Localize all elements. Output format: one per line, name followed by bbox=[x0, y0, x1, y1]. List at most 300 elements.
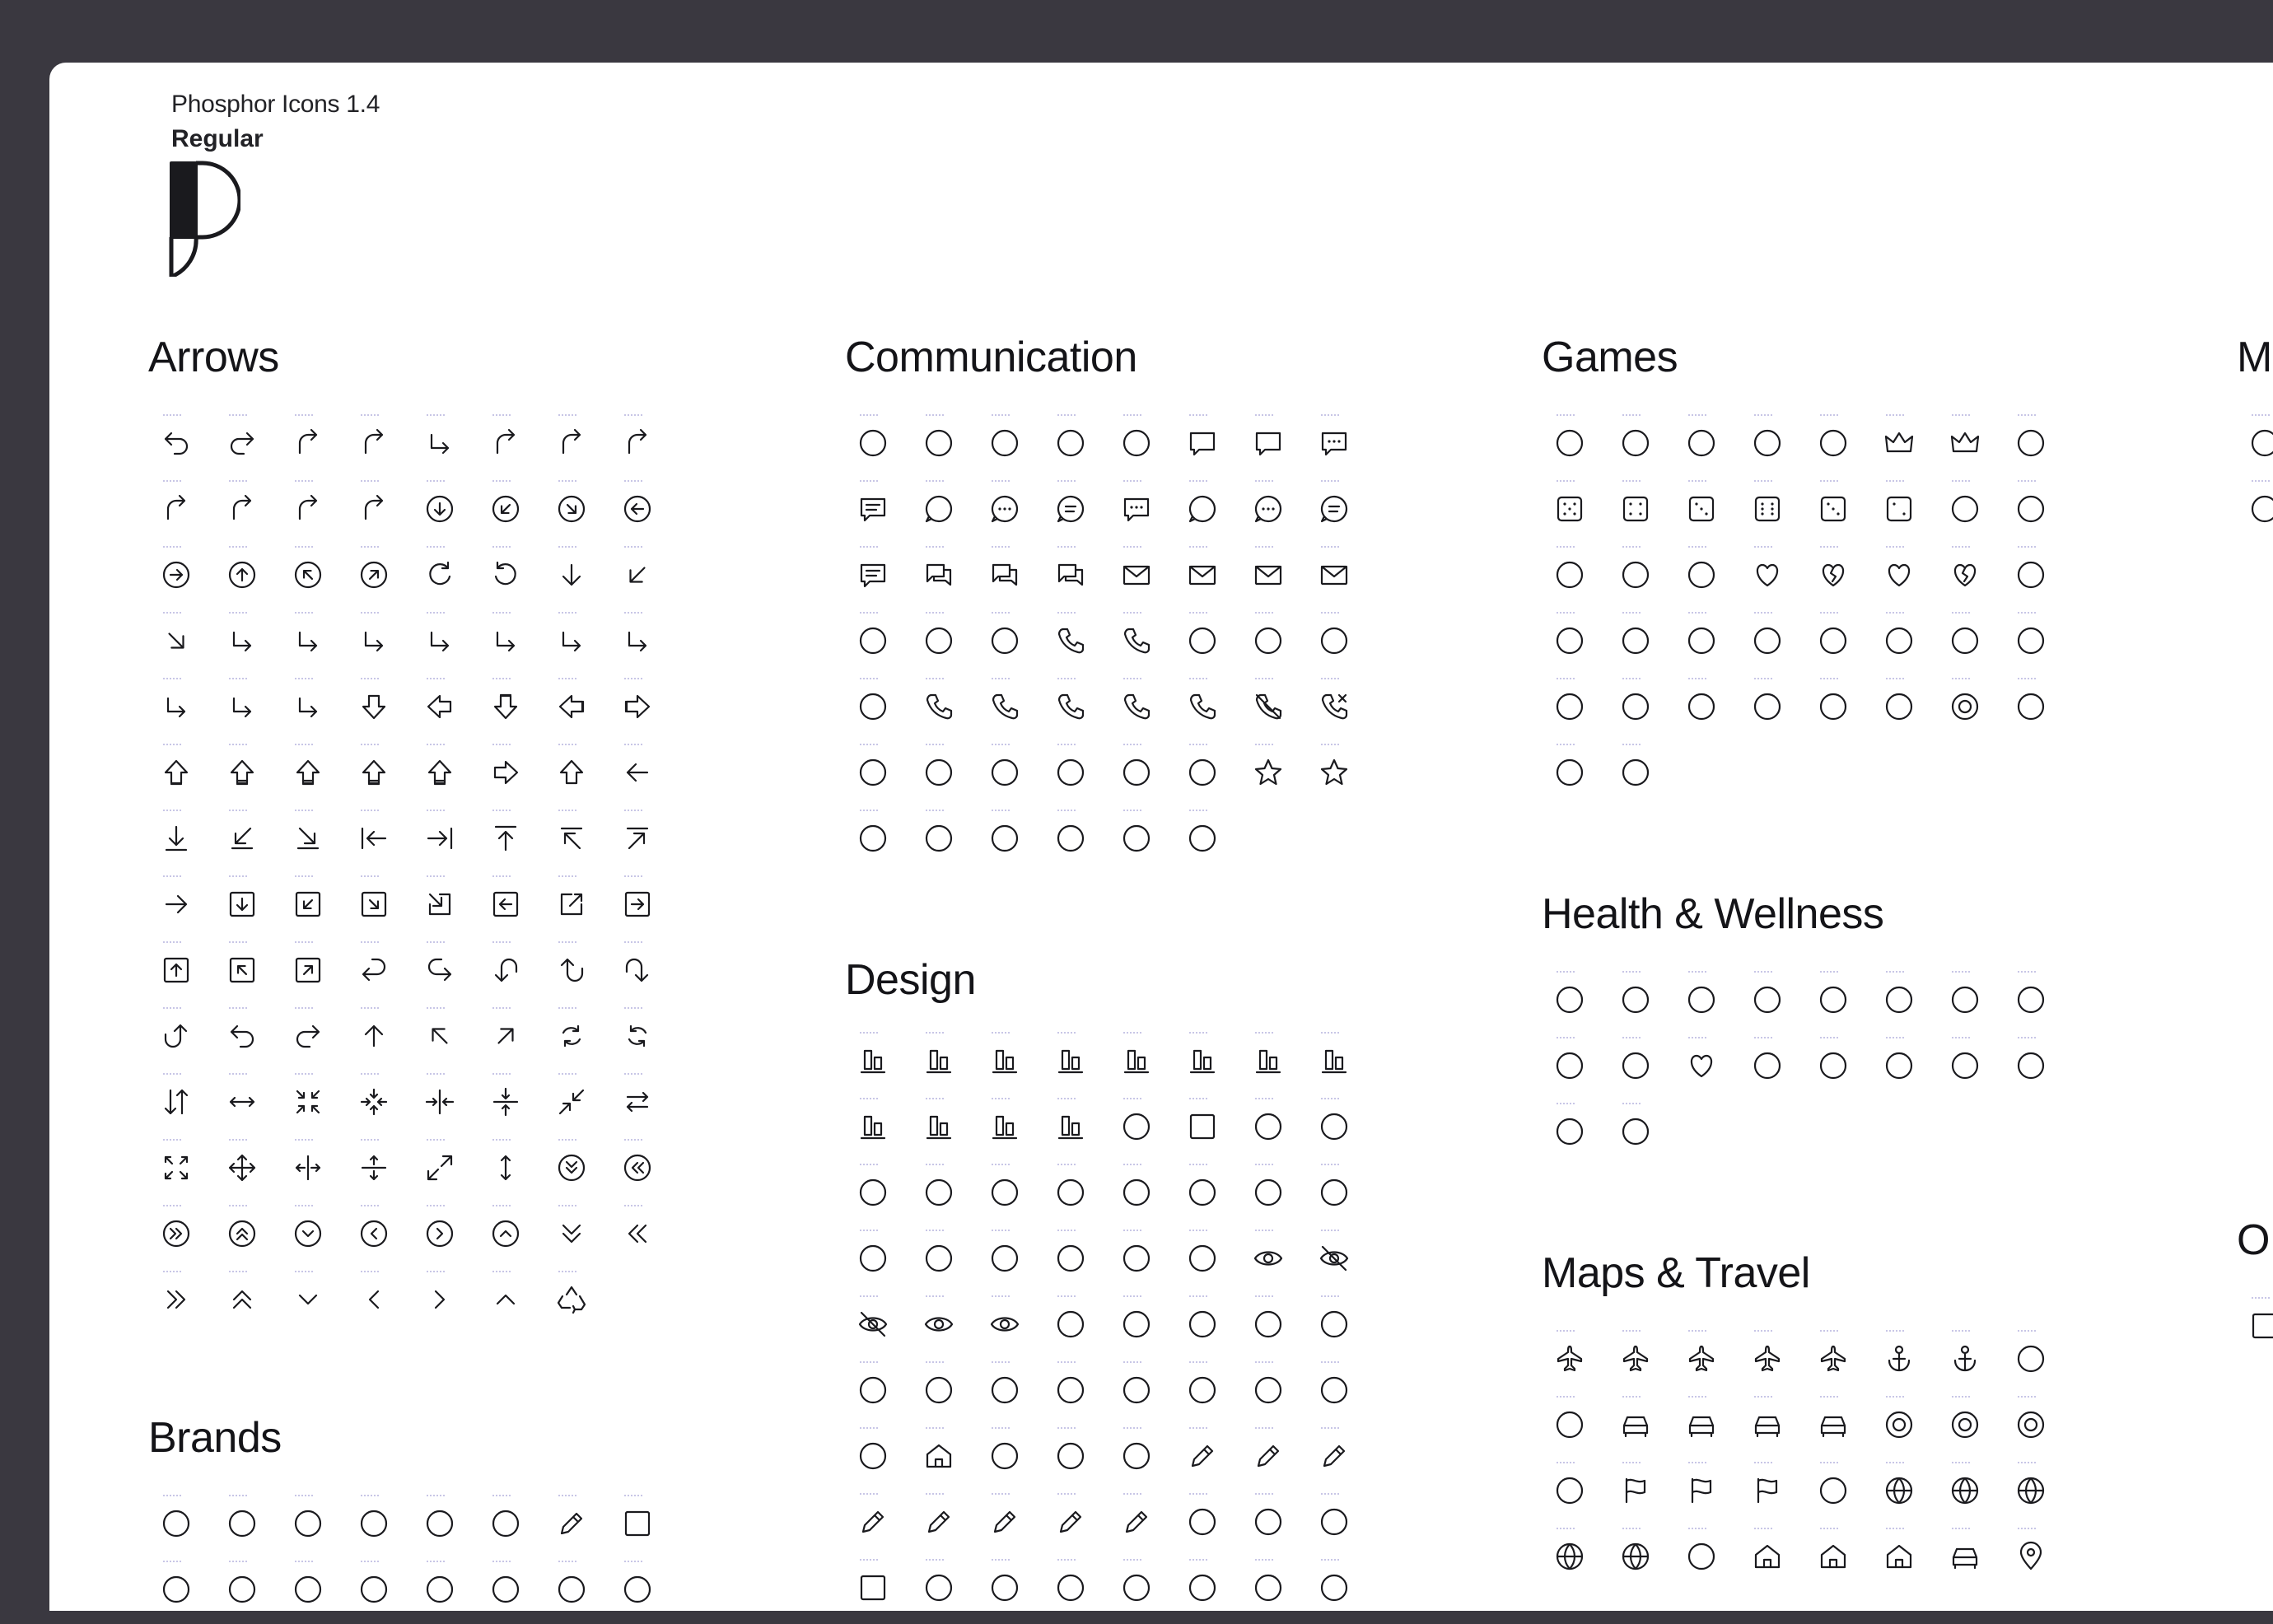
arrow-down-icon[interactable] bbox=[544, 544, 609, 609]
arrow-line-right-icon[interactable] bbox=[412, 807, 478, 873]
caret-circle-double-up-icon[interactable] bbox=[214, 1202, 280, 1268]
strategy-icon[interactable] bbox=[1805, 675, 1871, 741]
arrow-circle-up-right-icon[interactable] bbox=[346, 544, 412, 609]
gradient-icon[interactable] bbox=[1108, 1293, 1174, 1359]
selection-icon[interactable] bbox=[1174, 1556, 1240, 1622]
pencil-circle-icon[interactable] bbox=[911, 1491, 977, 1556]
pencil-line-icon[interactable] bbox=[977, 1491, 1043, 1556]
yin-yang-icon[interactable] bbox=[1174, 807, 1240, 873]
arrow-elbow-down-right-icon[interactable] bbox=[280, 609, 346, 675]
arrow-square-up-icon[interactable] bbox=[148, 939, 214, 1005]
arrow-circle-down-right-icon[interactable] bbox=[544, 478, 609, 544]
airplay-icon[interactable] bbox=[2237, 412, 2273, 478]
chat-teardrop-text-icon[interactable] bbox=[1306, 478, 1372, 544]
globe-icon[interactable] bbox=[1871, 1459, 1937, 1525]
mask-face-icon[interactable] bbox=[1871, 968, 1937, 1034]
barbell-icon[interactable] bbox=[1673, 968, 1739, 1034]
facebook-logo-icon[interactable] bbox=[280, 1558, 346, 1624]
phone-call-icon[interactable] bbox=[977, 675, 1043, 741]
arrow-u-left-up-icon[interactable] bbox=[544, 939, 609, 1005]
phone-incoming-icon[interactable] bbox=[1108, 675, 1174, 741]
behance-logo-icon[interactable] bbox=[478, 1492, 544, 1558]
paper-plane-tilt-icon[interactable] bbox=[1306, 609, 1372, 675]
rectangle-icon[interactable] bbox=[845, 1556, 911, 1622]
chat-circle-dots-icon[interactable] bbox=[977, 478, 1043, 544]
archive-box-icon[interactable] bbox=[2237, 1295, 2273, 1360]
arrow-line-up-left-icon[interactable] bbox=[544, 807, 609, 873]
spiral-icon[interactable] bbox=[1739, 675, 1805, 741]
car-icon[interactable] bbox=[1739, 1393, 1805, 1459]
arrows-out-line-horizontal-icon[interactable] bbox=[280, 1136, 346, 1202]
palette-icon[interactable] bbox=[1108, 1425, 1174, 1491]
scissors-icon[interactable] bbox=[1043, 1556, 1108, 1622]
bicycle-icon[interactable] bbox=[1542, 1393, 1608, 1459]
diamond-icon[interactable] bbox=[2003, 412, 2069, 478]
octagon-icon[interactable] bbox=[1240, 1359, 1306, 1425]
arrows-in-simple-icon[interactable] bbox=[544, 1071, 609, 1136]
arrow-elbow-left-up-icon[interactable] bbox=[478, 609, 544, 675]
hash-straight-icon[interactable] bbox=[977, 609, 1043, 675]
caret-right-icon[interactable] bbox=[412, 1268, 478, 1334]
megaphone-icon[interactable] bbox=[1043, 609, 1108, 675]
codepen-logo-icon[interactable] bbox=[544, 1492, 609, 1558]
arrow-up-left-icon[interactable] bbox=[412, 1005, 478, 1071]
football-icon[interactable] bbox=[1542, 544, 1608, 609]
chat-centered-icon[interactable] bbox=[1240, 412, 1306, 478]
globe-hemisphere-west-icon[interactable] bbox=[2003, 1459, 2069, 1525]
circle-dashed-icon[interactable] bbox=[1306, 1095, 1372, 1161]
first-aid-icon[interactable] bbox=[1937, 968, 2003, 1034]
pinwheel-icon[interactable] bbox=[1805, 609, 1871, 675]
align-left-icon[interactable] bbox=[1240, 1029, 1306, 1095]
house-line-icon[interactable] bbox=[1805, 1525, 1871, 1591]
door-icon[interactable] bbox=[1542, 1459, 1608, 1525]
arrow-elbow-right-icon[interactable] bbox=[544, 609, 609, 675]
hash-icon[interactable] bbox=[911, 609, 977, 675]
hand-soap-icon[interactable] bbox=[1608, 1034, 1673, 1100]
tennis-ball-icon[interactable] bbox=[2003, 675, 2069, 741]
eraser-icon[interactable] bbox=[1174, 1227, 1240, 1293]
circles-four-icon[interactable] bbox=[1043, 1161, 1108, 1227]
cube-icon[interactable] bbox=[845, 1227, 911, 1293]
dice-six-icon[interactable] bbox=[1739, 478, 1805, 544]
line-segments-icon[interactable] bbox=[1043, 1359, 1108, 1425]
crosshair-icon[interactable] bbox=[1937, 1393, 2003, 1459]
arrow-square-up-left-icon[interactable] bbox=[214, 939, 280, 1005]
map-pin-icon[interactable] bbox=[2003, 1525, 2069, 1591]
scribble-loop-icon[interactable] bbox=[1108, 1556, 1174, 1622]
circles-three-icon[interactable] bbox=[1108, 1161, 1174, 1227]
eyedropper-sample-icon[interactable] bbox=[977, 1293, 1043, 1359]
sticker-icon[interactable] bbox=[845, 807, 911, 873]
chats-icon[interactable] bbox=[911, 544, 977, 609]
star-icon[interactable] bbox=[1240, 741, 1306, 807]
align-bottom-icon[interactable] bbox=[845, 1029, 911, 1095]
arrows-vertical-icon[interactable] bbox=[478, 1136, 544, 1202]
align-top-icon[interactable] bbox=[977, 1095, 1043, 1161]
perspective-icon[interactable] bbox=[1174, 1491, 1240, 1556]
arrow-bend-left-down-icon[interactable] bbox=[544, 412, 609, 478]
arrow-elbow-down-left-icon[interactable] bbox=[214, 609, 280, 675]
eye-slash-icon[interactable] bbox=[845, 1293, 911, 1359]
dice-three-icon[interactable] bbox=[1805, 478, 1871, 544]
arrow-bend-up-left-icon[interactable] bbox=[280, 478, 346, 544]
parachute-icon[interactable] bbox=[1739, 609, 1805, 675]
house-simple-icon[interactable] bbox=[1871, 1525, 1937, 1591]
caret-double-down-icon[interactable] bbox=[544, 1202, 609, 1268]
caret-double-up-icon[interactable] bbox=[214, 1268, 280, 1334]
rss-icon[interactable] bbox=[977, 741, 1043, 807]
selection-all-icon[interactable] bbox=[1240, 1556, 1306, 1622]
layout-icon[interactable] bbox=[911, 1359, 977, 1425]
bus-front-icon[interactable] bbox=[1673, 1393, 1739, 1459]
arrow-circle-up-left-icon[interactable] bbox=[280, 544, 346, 609]
gitlab-logo-icon[interactable] bbox=[544, 1558, 609, 1624]
arrows-clockwise-icon[interactable] bbox=[544, 1005, 609, 1071]
arrow-fat-lines-down-icon[interactable] bbox=[214, 741, 280, 807]
arrow-fat-lines-right-icon[interactable] bbox=[346, 741, 412, 807]
arrow-u-up-left-icon[interactable] bbox=[148, 412, 214, 478]
align-center-horizontal-icon[interactable] bbox=[977, 1029, 1043, 1095]
chat-circle-text-icon[interactable] bbox=[1043, 478, 1108, 544]
ruler-icon[interactable] bbox=[977, 1556, 1043, 1622]
mask-sad-icon[interactable] bbox=[1608, 609, 1673, 675]
basketball-icon[interactable] bbox=[1673, 412, 1739, 478]
caret-circle-left-icon[interactable] bbox=[346, 1202, 412, 1268]
arrow-right-icon[interactable] bbox=[148, 873, 214, 939]
gas-pump-icon[interactable] bbox=[1805, 1459, 1871, 1525]
arrow-bend-right-up-icon[interactable] bbox=[214, 478, 280, 544]
envelope-icon[interactable] bbox=[1108, 544, 1174, 609]
asterisk-simple-icon[interactable] bbox=[977, 412, 1043, 478]
magic-wand-icon[interactable] bbox=[1108, 1359, 1174, 1425]
arrows-out-icon[interactable] bbox=[148, 1136, 214, 1202]
arrows-out-cardinal-icon[interactable] bbox=[214, 1136, 280, 1202]
arrow-circle-down-icon[interactable] bbox=[412, 478, 478, 544]
drop-half-bottom-icon[interactable] bbox=[1108, 1227, 1174, 1293]
toilet-icon[interactable] bbox=[1542, 1100, 1608, 1166]
game-controller-icon[interactable] bbox=[1608, 544, 1673, 609]
highlighter-circle-icon[interactable] bbox=[1306, 1293, 1372, 1359]
dice-four-icon[interactable] bbox=[1608, 478, 1673, 544]
caret-double-left-icon[interactable] bbox=[609, 1202, 675, 1268]
arrow-elbow-right-up-icon[interactable] bbox=[148, 675, 214, 741]
phone-outgoing-icon[interactable] bbox=[1174, 675, 1240, 741]
eye-icon[interactable] bbox=[1240, 1227, 1306, 1293]
horse-icon[interactable] bbox=[2003, 544, 2069, 609]
arrows-down-up-icon[interactable] bbox=[148, 1071, 214, 1136]
arrow-u-down-left-icon[interactable] bbox=[346, 939, 412, 1005]
arrows-horizontal-icon[interactable] bbox=[214, 1071, 280, 1136]
house-icon[interactable] bbox=[1739, 1525, 1805, 1591]
caret-circle-double-left-icon[interactable] bbox=[609, 1136, 675, 1202]
crown-simple-icon[interactable] bbox=[1937, 412, 2003, 478]
compass-icon[interactable] bbox=[1871, 1393, 1937, 1459]
ghost-icon[interactable] bbox=[1673, 544, 1739, 609]
codesandbox-logo-icon[interactable] bbox=[609, 1492, 675, 1558]
broadcast-icon[interactable] bbox=[1108, 412, 1174, 478]
trophy-icon[interactable] bbox=[1542, 741, 1608, 807]
heart-break-icon[interactable] bbox=[1805, 544, 1871, 609]
arrow-line-left-icon[interactable] bbox=[346, 807, 412, 873]
app-store-logo-icon[interactable] bbox=[214, 1492, 280, 1558]
crop-icon[interactable] bbox=[1306, 1161, 1372, 1227]
heart-straight-icon[interactable] bbox=[1871, 544, 1937, 609]
arrow-square-left-icon[interactable] bbox=[478, 873, 544, 939]
paper-plane-icon[interactable] bbox=[1240, 609, 1306, 675]
circle-notch-icon[interactable] bbox=[977, 1161, 1043, 1227]
figma-logo-icon[interactable] bbox=[346, 1558, 412, 1624]
arrows-counter-clockwise-icon[interactable] bbox=[609, 1005, 675, 1071]
airplane-landing-icon[interactable] bbox=[1673, 1328, 1739, 1393]
first-aid-kit-icon[interactable] bbox=[2003, 968, 2069, 1034]
arrows-out-line-vertical-icon[interactable] bbox=[346, 1136, 412, 1202]
globe-stand-icon[interactable] bbox=[1608, 1525, 1673, 1591]
caret-left-icon[interactable] bbox=[346, 1268, 412, 1334]
cylinder-icon[interactable] bbox=[911, 1227, 977, 1293]
caret-circle-double-down-icon[interactable] bbox=[544, 1136, 609, 1202]
arrow-line-up-right-icon[interactable] bbox=[609, 807, 675, 873]
caret-down-icon[interactable] bbox=[280, 1268, 346, 1334]
chat-circle-icon[interactable] bbox=[911, 478, 977, 544]
headlights-icon[interactable] bbox=[1673, 1525, 1739, 1591]
arrow-square-down-icon[interactable] bbox=[214, 873, 280, 939]
arrow-square-right-icon[interactable] bbox=[609, 873, 675, 939]
skull-icon[interactable] bbox=[1542, 675, 1608, 741]
arrow-bend-up-right-icon[interactable] bbox=[346, 478, 412, 544]
arrow-square-up-right-icon[interactable] bbox=[280, 939, 346, 1005]
pen-nib-icon[interactable] bbox=[1240, 1425, 1306, 1491]
arrow-bend-down-right-icon[interactable] bbox=[478, 412, 544, 478]
chat-icon[interactable] bbox=[1174, 412, 1240, 478]
chat-centered-text-icon[interactable] bbox=[845, 478, 911, 544]
diamonds-four-icon[interactable] bbox=[977, 1227, 1043, 1293]
sword-icon[interactable] bbox=[1871, 675, 1937, 741]
heart-icon[interactable] bbox=[1739, 544, 1805, 609]
arrow-u-down-right-icon[interactable] bbox=[412, 939, 478, 1005]
envelope-open-icon[interactable] bbox=[1174, 544, 1240, 609]
paint-brush-household-icon[interactable] bbox=[911, 1425, 977, 1491]
megaphone-simple-icon[interactable] bbox=[1108, 609, 1174, 675]
soccer-ball-icon[interactable] bbox=[1608, 675, 1673, 741]
asterisk-icon[interactable] bbox=[911, 412, 977, 478]
arrow-square-out-icon[interactable] bbox=[544, 873, 609, 939]
arrows-in-line-horizontal-icon[interactable] bbox=[412, 1071, 478, 1136]
line-segment-icon[interactable] bbox=[977, 1359, 1043, 1425]
paint-brush-icon[interactable] bbox=[1306, 1359, 1372, 1425]
arrow-fat-left-icon[interactable] bbox=[412, 675, 478, 741]
syringe-icon[interactable] bbox=[1937, 1034, 2003, 1100]
alien-icon[interactable] bbox=[1542, 412, 1608, 478]
arrow-counter-clockwise-icon[interactable] bbox=[478, 544, 544, 609]
bounding-box-icon[interactable] bbox=[1174, 1095, 1240, 1161]
address-book-icon[interactable] bbox=[845, 412, 911, 478]
arrow-circle-left-icon[interactable] bbox=[609, 478, 675, 544]
arrow-elbow-down-left-icon[interactable] bbox=[412, 412, 478, 478]
gitlab-logo-simple-icon[interactable] bbox=[609, 1558, 675, 1624]
hexagon-icon[interactable] bbox=[1240, 1293, 1306, 1359]
phone-icon[interactable] bbox=[911, 675, 977, 741]
peace-icon[interactable] bbox=[845, 675, 911, 741]
thumbs-down-icon[interactable] bbox=[911, 807, 977, 873]
volleyball-icon[interactable] bbox=[1608, 741, 1673, 807]
barricade-icon[interactable] bbox=[2003, 1328, 2069, 1393]
pen-icon[interactable] bbox=[1174, 1425, 1240, 1491]
prescription-icon[interactable] bbox=[1871, 1034, 1937, 1100]
chats-circle-icon[interactable] bbox=[977, 544, 1043, 609]
activity-icon[interactable] bbox=[1542, 968, 1608, 1034]
align-center-horizontal-simple-icon[interactable] bbox=[1043, 1029, 1108, 1095]
github-logo-icon[interactable] bbox=[478, 1558, 544, 1624]
toilet-paper-icon[interactable] bbox=[1608, 1100, 1673, 1166]
mask-happy-icon[interactable] bbox=[1542, 609, 1608, 675]
arrow-up-icon[interactable] bbox=[346, 1005, 412, 1071]
arrow-down-right-icon[interactable] bbox=[148, 609, 214, 675]
eyedropper-icon[interactable] bbox=[911, 1293, 977, 1359]
paint-roller-icon[interactable] bbox=[1043, 1425, 1108, 1491]
arrow-fat-lines-up-icon[interactable] bbox=[412, 741, 478, 807]
envelope-simple-open-icon[interactable] bbox=[1306, 544, 1372, 609]
quotes-icon[interactable] bbox=[845, 741, 911, 807]
marker-circle-icon[interactable] bbox=[1174, 1359, 1240, 1425]
apple-podcasts-logo-icon[interactable] bbox=[412, 1492, 478, 1558]
pill-icon[interactable] bbox=[1805, 1034, 1871, 1100]
grid-four-icon[interactable] bbox=[1174, 1293, 1240, 1359]
chat-centered-dots-icon[interactable] bbox=[1306, 412, 1372, 478]
star-half-icon[interactable] bbox=[1306, 741, 1372, 807]
globe-simple-icon[interactable] bbox=[1542, 1525, 1608, 1591]
arrow-u-right-up-icon[interactable] bbox=[148, 1005, 214, 1071]
arrow-square-down-left-icon[interactable] bbox=[280, 873, 346, 939]
arrow-fat-line-down-icon[interactable] bbox=[478, 675, 544, 741]
align-center-vertical-icon[interactable] bbox=[1108, 1029, 1174, 1095]
arrow-clockwise-icon[interactable] bbox=[412, 544, 478, 609]
flag-checkered-icon[interactable] bbox=[1739, 1459, 1805, 1525]
airplane-in-flight-icon[interactable] bbox=[1608, 1328, 1673, 1393]
caret-up-icon[interactable] bbox=[478, 1268, 544, 1334]
caret-circle-right-icon[interactable] bbox=[412, 1202, 478, 1268]
flow-arrow-icon[interactable] bbox=[1043, 1293, 1108, 1359]
arrow-u-left-down-icon[interactable] bbox=[478, 939, 544, 1005]
dice-five-icon[interactable] bbox=[1542, 478, 1608, 544]
navigation-arrow-icon[interactable] bbox=[1174, 609, 1240, 675]
align-right-simple-icon[interactable] bbox=[911, 1095, 977, 1161]
flag-icon[interactable] bbox=[1608, 1459, 1673, 1525]
arrow-line-up-icon[interactable] bbox=[478, 807, 544, 873]
arrow-up-right-icon[interactable] bbox=[478, 1005, 544, 1071]
columns-icon[interactable] bbox=[1240, 1161, 1306, 1227]
app-store-logo-icon[interactable] bbox=[280, 1492, 346, 1558]
polygon-icon[interactable] bbox=[1306, 1491, 1372, 1556]
arrows-left-right-icon[interactable] bbox=[609, 1071, 675, 1136]
align-bottom-simple-icon[interactable] bbox=[911, 1029, 977, 1095]
align-right-icon[interactable] bbox=[845, 1095, 911, 1161]
arrow-line-down-icon[interactable] bbox=[148, 807, 214, 873]
globe-hemisphere-east-icon[interactable] bbox=[1937, 1459, 2003, 1525]
at-icon[interactable] bbox=[1043, 412, 1108, 478]
target-icon[interactable] bbox=[1937, 675, 2003, 741]
dice-one-icon[interactable] bbox=[1673, 478, 1739, 544]
sliders-horizontal-icon[interactable] bbox=[2237, 478, 2273, 544]
recycle-icon[interactable] bbox=[544, 1268, 609, 1334]
circle-half-icon[interactable] bbox=[845, 1161, 911, 1227]
share-network-icon[interactable] bbox=[1174, 741, 1240, 807]
baseball-icon[interactable] bbox=[1608, 412, 1673, 478]
arrow-circle-down-left-icon[interactable] bbox=[478, 478, 544, 544]
spade-icon[interactable] bbox=[1673, 675, 1739, 741]
arrow-elbow-right-down-icon[interactable] bbox=[609, 609, 675, 675]
airplane-takeoff-icon[interactable] bbox=[1739, 1328, 1805, 1393]
arrow-circle-up-icon[interactable] bbox=[214, 544, 280, 609]
heartbeat-icon[interactable] bbox=[1673, 1034, 1739, 1100]
intersect-icon[interactable] bbox=[845, 1359, 911, 1425]
rss-simple-icon[interactable] bbox=[1043, 741, 1108, 807]
translate-icon[interactable] bbox=[1043, 807, 1108, 873]
bus-icon[interactable] bbox=[1608, 1393, 1673, 1459]
medal-icon[interactable] bbox=[1673, 609, 1739, 675]
radio-icon[interactable] bbox=[911, 741, 977, 807]
lifebuoy-icon[interactable] bbox=[1739, 1034, 1805, 1100]
arrow-elbow-up-left-icon[interactable] bbox=[214, 675, 280, 741]
arrow-fat-lines-left-icon[interactable] bbox=[280, 741, 346, 807]
pencil-simple-line-icon[interactable] bbox=[1108, 1491, 1174, 1556]
caret-circle-down-icon[interactable] bbox=[280, 1202, 346, 1268]
discord-logo-icon[interactable] bbox=[148, 1558, 214, 1624]
dice-two-icon[interactable] bbox=[1871, 478, 1937, 544]
arrow-left-icon[interactable] bbox=[609, 741, 675, 807]
arrows-in-line-vertical-icon[interactable] bbox=[478, 1071, 544, 1136]
arrow-fat-line-right-icon[interactable] bbox=[609, 675, 675, 741]
poker-chip-icon[interactable] bbox=[1871, 609, 1937, 675]
dog-icon[interactable] bbox=[1937, 478, 2003, 544]
circle-half-tilt-icon[interactable] bbox=[911, 1161, 977, 1227]
caret-circle-double-right-icon[interactable] bbox=[148, 1202, 214, 1268]
selection-background-icon[interactable] bbox=[1306, 1556, 1372, 1622]
circles-three-plus-icon[interactable] bbox=[1174, 1161, 1240, 1227]
flying-saucer-icon[interactable] bbox=[2003, 478, 2069, 544]
chat-dots-icon[interactable] bbox=[1108, 478, 1174, 544]
chat-text-icon[interactable] bbox=[845, 544, 911, 609]
bandaids-icon[interactable] bbox=[1608, 968, 1673, 1034]
arrow-bend-double-up-left-icon[interactable] bbox=[280, 412, 346, 478]
chat-teardrop-icon[interactable] bbox=[1174, 478, 1240, 544]
arrow-bend-double-up-right-icon[interactable] bbox=[346, 412, 412, 478]
align-top-simple-icon[interactable] bbox=[1043, 1095, 1108, 1161]
arrow-line-down-left-icon[interactable] bbox=[214, 807, 280, 873]
car-simple-icon[interactable] bbox=[1805, 1393, 1871, 1459]
puzzle-piece-icon[interactable] bbox=[1937, 609, 2003, 675]
align-left-simple-icon[interactable] bbox=[1306, 1029, 1372, 1095]
pencil-icon[interactable] bbox=[845, 1491, 911, 1556]
arrow-square-in-icon[interactable] bbox=[412, 873, 478, 939]
share-icon[interactable] bbox=[1108, 741, 1174, 807]
flask-icon[interactable] bbox=[1542, 1034, 1608, 1100]
circle-icon[interactable] bbox=[1240, 1095, 1306, 1161]
chats-teardrop-icon[interactable] bbox=[1043, 544, 1108, 609]
caret-circle-up-icon[interactable] bbox=[478, 1202, 544, 1268]
club-icon[interactable] bbox=[1739, 412, 1805, 478]
scroll-icon[interactable] bbox=[2003, 609, 2069, 675]
arrow-fat-right-icon[interactable] bbox=[478, 741, 544, 807]
airplane-tilt-icon[interactable] bbox=[1805, 1328, 1871, 1393]
arrow-bend-left-up-icon[interactable] bbox=[609, 412, 675, 478]
bed-icon[interactable] bbox=[1739, 968, 1805, 1034]
arrow-u-right-down-icon[interactable] bbox=[609, 939, 675, 1005]
caret-double-right-icon[interactable] bbox=[148, 1268, 214, 1334]
apple-logo-icon[interactable] bbox=[346, 1492, 412, 1558]
arrow-u-up-left-icon[interactable] bbox=[214, 1005, 280, 1071]
jeep-icon[interactable] bbox=[1937, 1525, 2003, 1591]
